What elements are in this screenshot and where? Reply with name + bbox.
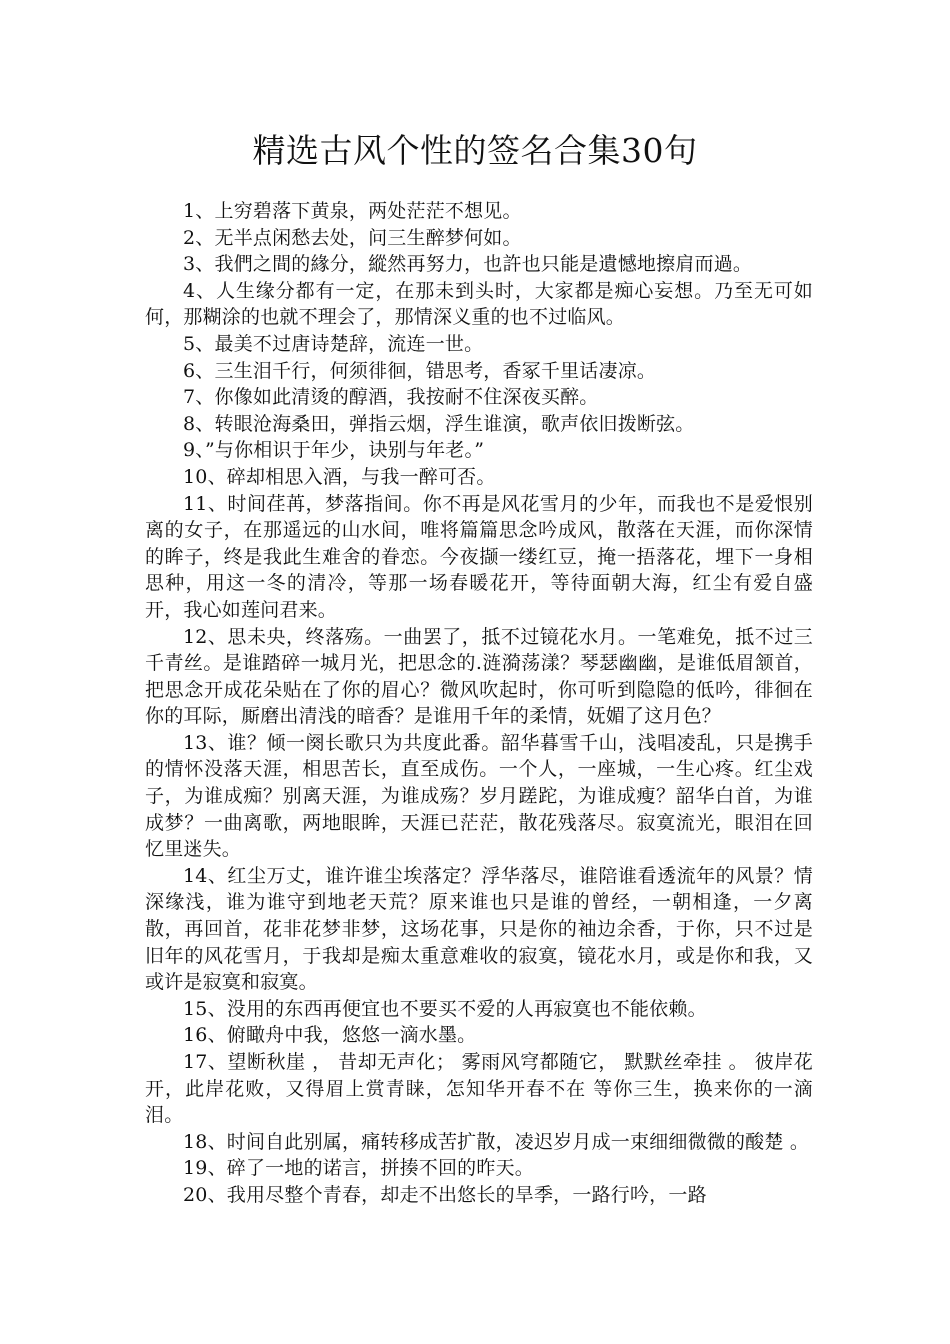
- paragraph-14: 14、红尘万丈，谁许谁尘埃落定？浮华落尽，谁陪谁看透流年的风景？情深缘浅，谁为谁守到地老天荒？原来谁也只是谁的曾经，一朝相逢，一夕离散，再回首，花非花梦非梦，这场花事，只是你的袖边余香，于你，只不过是旧年的风花雪月，于我却是痴太重意难收的寂寞，镜花水月，或是你和我，又或许是寂寞和寂寞。: [145, 864, 813, 994]
- paragraph-11: 11、时间荏苒，梦落指间。你不再是风花雪月的少年，而我也不是爱恨别离的女子，在那遥远的山水间，唯将篇篇思念吟成风，散落在天涯，而你深情的眸子，终是我此生难舍的眷恋。今夜撷一缕红豆，掩一捂落花，埋下一身相思种，用这一冬的清冷，等那一场春暖花开，等待面朝大海，红尘有爱自盛开，我心如莲问君来。: [145, 492, 813, 621]
- paragraph-5: 5、最美不过唐诗楚辞，流连一世。: [183, 332, 484, 355]
- paragraph-9: 9、”与你相识于年少，诀别与年老。”: [183, 439, 485, 462]
- paragraph-4: 4、人生缘分都有一定，在那未到头时，大家都是痴心妄想。乃至无可如何，那糊涂的也就不理会了，那情深义重的也不过临风。: [145, 279, 813, 329]
- paragraph-2: 2、无半点闲愁去处，问三生醉梦何如。: [183, 226, 522, 249]
- paragraph-17: 17、望断秋崖 ， 昔却无声化； 雾雨风穹都随它， 默默丝牵挂 。 彼岸花开，此岸花败，又得眉上赏青睐，怎知华开春不在 等你三生，换来你的一滴泪。: [145, 1051, 813, 1127]
- paragraph-12: 12、思未央，终落殇。一曲罢了，抵不过镜花水月。一笔难免，抵不过三千青丝。是谁踏碎一城月光，把思念的.涟漪荡漾？琴瑟幽幽，是谁低眉颔首，把思念开成花朵贴在了你的眉心？微风吹起时，你可听到隐隐的低吟，徘徊在你的耳际，厮磨出清浅的暗香？是谁用千年的柔情，妩媚了这月色？: [145, 625, 813, 728]
- document-title: 精选古风个性的签名合集30句: [252, 131, 698, 170]
- paragraph-19: 19、碎了一地的诺言，拼揍不回的昨天。: [183, 1157, 534, 1180]
- paragraph-7: 7、你像如此清烫的醇酒，我按耐不住深夜买醉。: [183, 386, 599, 409]
- paragraph-6: 6、三生泪千行，何须徘徊，错思考，香冢千里话凄凉。: [183, 359, 657, 382]
- document-body: [145, 198, 813, 1209]
- paragraph-15: 15、没用的东西再便宜也不要买不爱的人再寂寞也不能依赖。: [183, 997, 707, 1020]
- paragraph-20: 20、我用尽整个青春，却走不出悠长的旱季，一路行吟，一路: [183, 1183, 707, 1206]
- paragraph-10: 10、碎却相思入酒，与我一醉可否。: [183, 465, 496, 488]
- paragraph-16: 16、俯瞰舟中我，悠悠一滴水墨。: [183, 1024, 477, 1047]
- paragraph-18: 18、时间自此别属，痛转移成苦扩散，凌迟岁月成一束细细微微的酸楚 。: [183, 1130, 810, 1153]
- paragraph-8: 8、转眼沧海桑田，弹指云烟，浮生谁演，歌声依旧拨断弦。: [183, 412, 695, 435]
- paragraph-13: 13、谁？倾一阕长歌只为共度此番。韶华暮雪千山，浅唱凌乱，只是携手的情怀没落天涯，相思苦长，直至成伤。一个人，一座城，一生心疼。红尘戏子，为谁成痴？别离天涯，为谁成殇？岁月蹉跎，为谁成瘦？韶华白首，为谁成梦？一曲离歌，两地眼眸，天涯已茫茫，散花残落尽。寂寞流光，眼泪在回忆里迷失。: [145, 731, 813, 861]
- paragraph-1: 1、上穷碧落下黄泉，两处茫茫不想见。: [183, 200, 522, 222]
- paragraph-3: 3、我們之間的緣分，縱然再努力，也許也只能是遺憾地擦肩而過。: [183, 253, 753, 276]
